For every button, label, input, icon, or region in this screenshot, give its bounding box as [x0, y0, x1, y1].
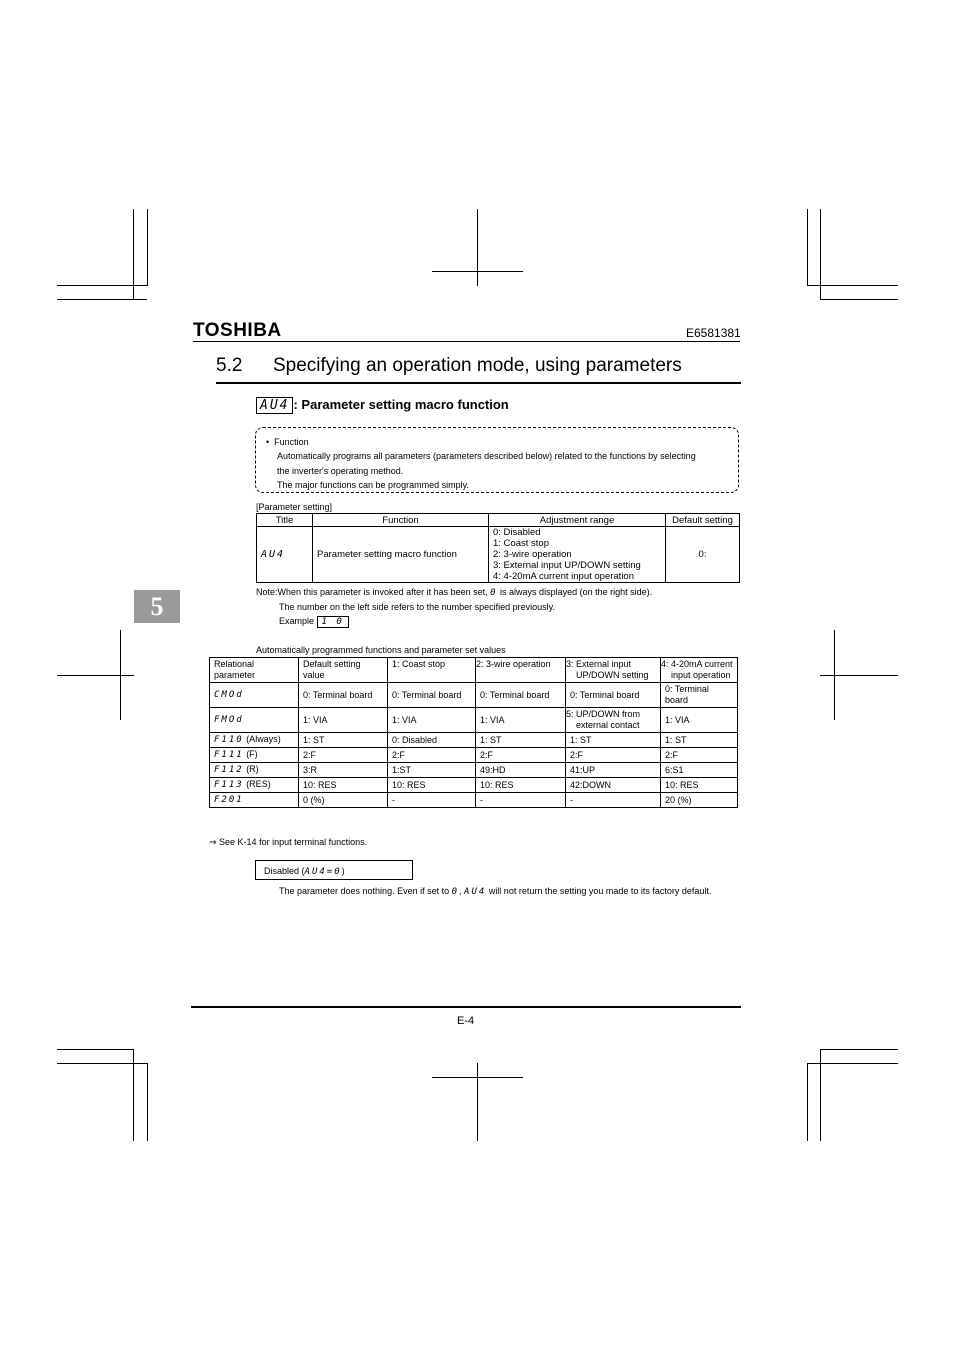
table-cell: -	[476, 793, 566, 808]
param-code: F113	[214, 780, 244, 790]
range-option: 4: 4-20mA current input operation	[493, 571, 635, 582]
param-default-cell: 0:	[666, 527, 740, 583]
range-option: 1: Coast stop	[493, 538, 549, 549]
table-cell: 2:F	[388, 748, 476, 763]
note-prefix: Note:	[256, 587, 278, 597]
disabled-text: will not return the setting you made to its factory default.	[486, 886, 712, 896]
table-cell: 1: VIA	[299, 708, 388, 733]
crop-mark	[133, 1049, 134, 1141]
chapter-tab: 5	[134, 590, 180, 623]
note-example	[279, 616, 349, 628]
table-cell: 1: VIA	[476, 708, 566, 733]
crop-mark	[807, 1063, 808, 1141]
param-suffix: (F)	[243, 749, 258, 759]
range-option: 2: 3-wire operation	[493, 549, 572, 560]
table-cell: 1: ST	[566, 733, 661, 748]
function-label: Function	[274, 437, 309, 447]
disabled-code-a: 0	[451, 887, 460, 897]
function-line: the inverter's operating method.	[277, 465, 404, 476]
crop-mark	[57, 1049, 134, 1050]
crop-mark	[820, 675, 898, 676]
table-cell: 1: VIA	[661, 708, 738, 733]
table-header-cell: 2: 3-wire operation	[476, 658, 566, 683]
table-header-row	[257, 514, 740, 527]
table-row	[210, 708, 738, 733]
table-row	[210, 683, 738, 708]
table-cell: -	[566, 793, 661, 808]
table-cell: 0: Terminal board	[388, 683, 476, 708]
disabled-code-b: AU4	[464, 887, 487, 897]
table-cell: 49:HD	[476, 763, 566, 778]
disabled-text: The parameter does nothing. Even if set to	[279, 886, 452, 896]
table-cell: 10: RES	[299, 778, 388, 793]
section-number: 5.2	[216, 355, 243, 376]
function-line: The major functions can be programmed simply.	[277, 479, 469, 490]
disabled-description	[279, 884, 719, 899]
table-header-cell: 4: 4-20mA current input operation	[661, 658, 738, 683]
table-cell: 0: Terminal board	[566, 683, 661, 708]
crop-mark	[147, 1063, 148, 1141]
table-cell: 5: UP/DOWN from external contact	[566, 708, 661, 733]
subsection-title	[256, 397, 509, 414]
table-cell	[210, 793, 299, 808]
see-reference: ⇒ See K-14 for input terminal functions.	[209, 837, 368, 847]
disabled-sep: ,	[459, 886, 465, 896]
table-cell: 2:F	[299, 748, 388, 763]
bullet-icon: •	[266, 437, 275, 447]
function-box	[255, 427, 739, 493]
table-header-cell: Default setting value	[299, 658, 388, 683]
table-header-cell: 3: External input UP/DOWN setting	[566, 658, 661, 683]
table-cell	[210, 763, 299, 778]
example-code-box: 1 0	[317, 616, 349, 628]
disabled-label: Disabled (	[264, 866, 305, 876]
note-text: When this parameter is invoked after it has been set,	[277, 587, 491, 597]
table-header-cell: Title	[257, 514, 313, 527]
crop-mark	[807, 209, 808, 286]
table-cell: 0 (%)	[299, 793, 388, 808]
table-cell	[210, 778, 299, 793]
parameter-setting-table	[256, 513, 740, 583]
table-cell: 20 (%)	[661, 793, 738, 808]
table-cell: 10: RES	[661, 778, 738, 793]
auto-table-caption: Automatically programmed functions and parameter set values	[256, 645, 506, 655]
note-code: 0	[490, 588, 498, 598]
table-cell: -	[388, 793, 476, 808]
param-code: F110	[214, 735, 244, 745]
table-cell	[210, 748, 299, 763]
param-code: F201	[214, 795, 244, 805]
crop-mark	[120, 630, 121, 720]
table-row	[257, 527, 740, 583]
table-header-row	[210, 658, 738, 683]
table-cell: 1:ST	[388, 763, 476, 778]
table-cell: 6:S1	[661, 763, 738, 778]
header-rule	[193, 341, 740, 342]
table-header-cell: Default setting	[666, 514, 740, 527]
table-cell: 10: RES	[476, 778, 566, 793]
table-header-cell: Relational parameter	[210, 658, 299, 683]
table-cell	[210, 708, 299, 733]
subsection-title-text: : Parameter setting macro function	[293, 397, 509, 412]
section-title-text: Specifying an operation mode, using parameters	[273, 355, 682, 376]
table-header-cell: Function	[313, 514, 489, 527]
table-cell: 3:R	[299, 763, 388, 778]
page-number: E-4	[457, 1015, 475, 1027]
parameter-setting-label: [Parameter setting]	[256, 502, 333, 512]
footer-rule	[191, 1006, 741, 1008]
param-code: FMOd	[214, 715, 244, 725]
example-label: Example	[279, 616, 315, 626]
table-cell: 42:DOWN	[566, 778, 661, 793]
table-row	[210, 763, 738, 778]
crop-mark	[147, 209, 148, 286]
table-cell: 2:F	[476, 748, 566, 763]
table-row	[210, 778, 738, 793]
note-line: The number on the left side refers to the number specified previously.	[279, 602, 555, 612]
crop-mark	[133, 209, 134, 300]
crop-mark	[477, 209, 478, 286]
crop-mark	[820, 1049, 821, 1141]
table-row	[210, 748, 738, 763]
table-row	[210, 733, 738, 748]
table-cell: 1: VIA	[388, 708, 476, 733]
param-code-box: AU4	[256, 397, 293, 414]
table-cell: 0: Terminal board	[299, 683, 388, 708]
crop-mark	[820, 209, 821, 300]
table-cell: 0: Terminal board	[476, 683, 566, 708]
param-title-cell: AU4	[257, 527, 313, 583]
table-cell: 1: ST	[299, 733, 388, 748]
param-suffix: (RES)	[243, 779, 271, 789]
table-cell: 0: Terminal board	[661, 683, 738, 708]
note-text: is always displayed (on the right side).	[497, 587, 653, 597]
table-cell: 41:UP	[566, 763, 661, 778]
disabled-label-box	[255, 860, 413, 880]
note-line	[256, 587, 652, 598]
table-cell: 10: RES	[388, 778, 476, 793]
section-title	[216, 355, 682, 377]
table-cell: 2:F	[566, 748, 661, 763]
table-header-cell: Adjustment range	[489, 514, 666, 527]
param-code: F112	[214, 765, 244, 775]
param-code: CMOd	[214, 690, 244, 700]
table-row	[210, 793, 738, 808]
param-suffix: (Always)	[243, 734, 281, 744]
crop-mark	[477, 1063, 478, 1141]
range-option: 3: External input UP/DOWN setting	[493, 560, 641, 571]
disabled-label-end: )	[341, 866, 345, 876]
function-line: Automatically programs all parameters (parameters described below) related to the functions by selecting	[277, 451, 696, 462]
param-code: F111	[214, 750, 244, 760]
disabled-code: AU4=0	[304, 867, 342, 877]
param-suffix: (R)	[243, 764, 259, 774]
table-cell: 0: Disabled	[388, 733, 476, 748]
table-header-cell: 1: Coast stop	[388, 658, 476, 683]
document-number: E6581381	[686, 326, 741, 340]
table-cell	[210, 683, 299, 708]
param-function-cell: Parameter setting macro function	[313, 527, 489, 583]
auto-programmed-table	[209, 657, 738, 808]
table-cell: 1: ST	[661, 733, 738, 748]
table-cell: 1: ST	[476, 733, 566, 748]
toshiba-logo: TOSHIBA	[193, 320, 282, 341]
crop-mark	[834, 630, 835, 720]
table-cell	[210, 733, 299, 748]
crop-mark	[820, 299, 898, 300]
range-option: 0: Disabled	[493, 527, 541, 538]
crop-mark	[820, 1049, 898, 1050]
table-cell: 2:F	[661, 748, 738, 763]
section-rule	[216, 382, 741, 384]
param-range-cell	[489, 527, 666, 583]
crop-mark	[57, 675, 134, 676]
